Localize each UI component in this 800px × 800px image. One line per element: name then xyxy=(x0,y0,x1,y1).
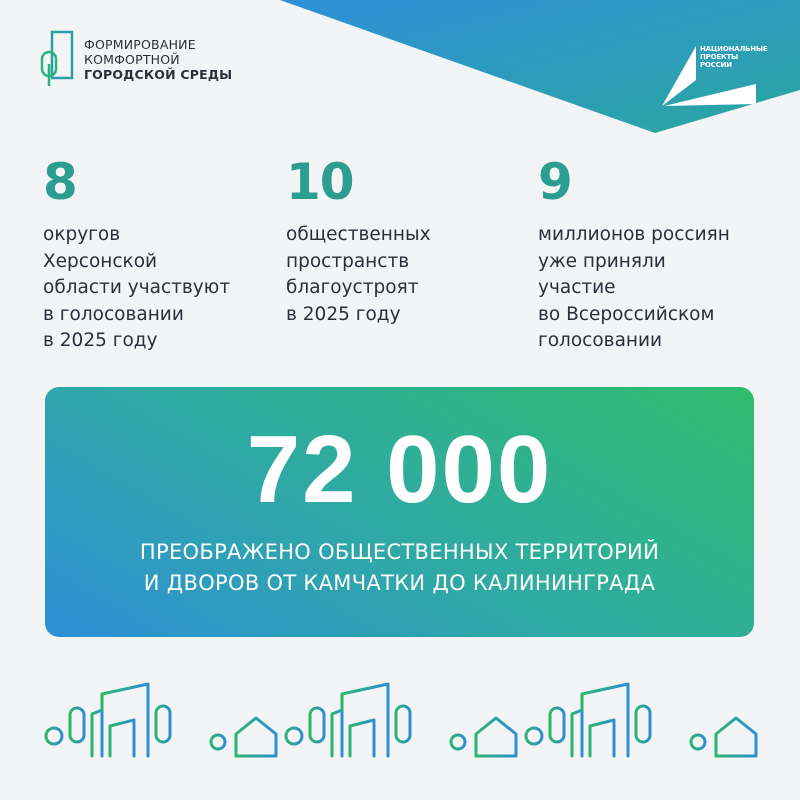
caption-line-2: И ДВОРОВ ОТ КАМЧАТКИ ДО КАЛИНИНГРАДА xyxy=(143,571,656,595)
stat-spaces xyxy=(286,152,431,328)
stat-line: округов xyxy=(43,224,121,245)
stat-line: уже приняли xyxy=(538,250,666,272)
stat-description xyxy=(538,222,730,355)
highlight-banner xyxy=(45,387,754,637)
brand-line-2: КОМФОРТНОЙ xyxy=(84,51,180,67)
np-line-3: РОССИИ xyxy=(700,61,732,69)
city-skyline-icon xyxy=(40,676,760,766)
stat-line: общественных xyxy=(286,224,431,245)
stat-line: области участвуют xyxy=(43,277,231,298)
stat-line: голосовании xyxy=(538,330,663,351)
stat-line: во Всероссийском xyxy=(538,303,715,325)
highlight-caption xyxy=(45,537,754,599)
stat-value: 8 xyxy=(43,153,77,211)
brand-line-1: ФОРМИРОВАНИЕ xyxy=(84,36,196,52)
np-line-1: НАЦИОНАЛЬНЫЕ xyxy=(700,45,768,53)
stat-participants xyxy=(538,152,730,355)
brand-logo-icon xyxy=(40,30,74,88)
stat-line: в 2025 году xyxy=(286,303,401,325)
highlight-value: 72 000 xyxy=(246,416,553,523)
stat-line: в голосовании xyxy=(43,303,184,325)
stat-line: миллионов россиян xyxy=(538,224,730,245)
national-projects-label xyxy=(700,45,768,69)
stat-line: благоустроят xyxy=(286,277,419,298)
caption-line-1: ПРЕОБРАЖЕНО ОБЩЕСТВЕННЫХ ТЕРРИТОРИЙ xyxy=(139,540,660,564)
stat-value: 9 xyxy=(538,153,572,211)
stat-line: Херсонской xyxy=(43,250,158,272)
stat-value: 10 xyxy=(286,153,354,211)
stat-districts xyxy=(43,152,230,355)
np-line-2: ПРОЕКТЫ xyxy=(700,53,739,61)
brand-line-3: ГОРОДСКОЙ СРЕДЫ xyxy=(84,66,233,82)
brand-logo xyxy=(40,30,232,88)
stat-description xyxy=(286,222,431,328)
stat-line: в 2025 году xyxy=(43,330,158,351)
stat-description xyxy=(43,222,230,355)
stat-line: пространств xyxy=(286,250,410,272)
stat-line: участие xyxy=(538,277,616,298)
